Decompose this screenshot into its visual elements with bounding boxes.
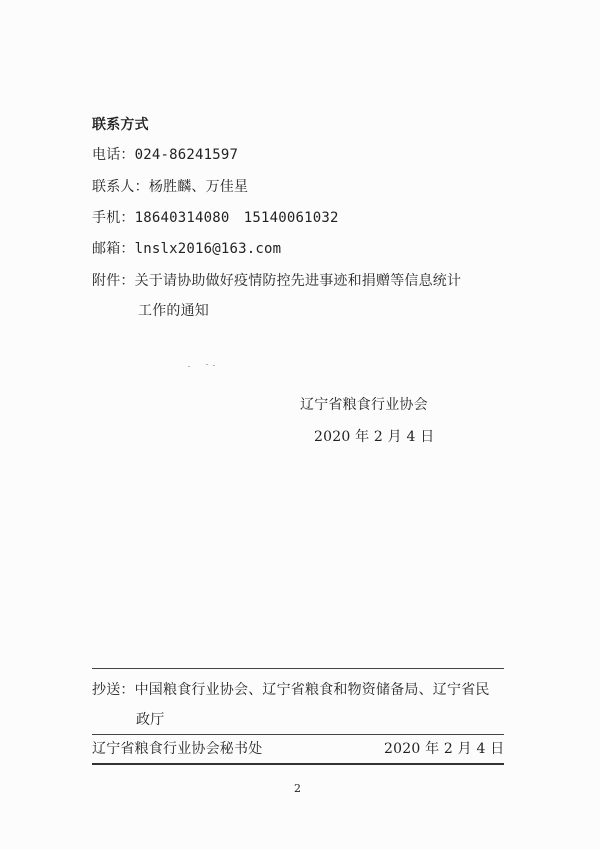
attachment-title-part-1: 关于请协助做好疫情防控先进事迹和捐赠等信息统计: [134, 273, 462, 289]
phone-value: 024-86241597: [134, 147, 239, 163]
mobile-line: [92, 209, 339, 227]
email-value: lnslx2016@163.com: [134, 241, 282, 257]
email-label: 邮箱：: [92, 241, 135, 257]
attachment-label: 附件：: [92, 273, 135, 289]
contact-person-value: 杨胜麟、万佳星: [148, 179, 249, 195]
scan-speck: [213, 365, 215, 366]
footer-bottom-rule: [92, 763, 504, 765]
footer-top-rule: [92, 668, 504, 669]
contact-heading: 联系方式: [92, 117, 149, 133]
mobile-label: 手机：: [92, 210, 135, 226]
page-number: 2: [294, 782, 301, 795]
cc-line-2: 政厅: [136, 712, 165, 728]
signature-organization: 辽宁省粮食行业协会: [300, 397, 428, 413]
phone-label: 电话：: [92, 147, 135, 163]
mobile-value: 18640314080 15140061032: [134, 210, 339, 226]
issuer-line: 辽宁省粮食行业协会秘书处: [92, 741, 263, 757]
cc-label: 抄送：: [92, 682, 135, 698]
issue-date: 2020 年 2 月 4 日: [384, 741, 505, 757]
signature-date: 2020 年 2 月 4 日: [314, 429, 435, 445]
cc-recipients-part-1: 中国粮食行业协会、辽宁省粮食和物资储备局、辽宁省民: [134, 682, 490, 698]
footer-middle-rule: [92, 734, 504, 735]
contact-person-label: 联系人：: [92, 179, 149, 195]
phone-line: [92, 146, 238, 164]
scan-speck: [206, 364, 208, 365]
contact-person-line: [92, 178, 248, 196]
attachment-line-1: [92, 272, 461, 290]
email-line: [92, 240, 281, 258]
cc-line-1: [92, 681, 490, 699]
attachment-line-2: 工作的通知: [138, 303, 209, 319]
scan-speck: [188, 366, 190, 367]
